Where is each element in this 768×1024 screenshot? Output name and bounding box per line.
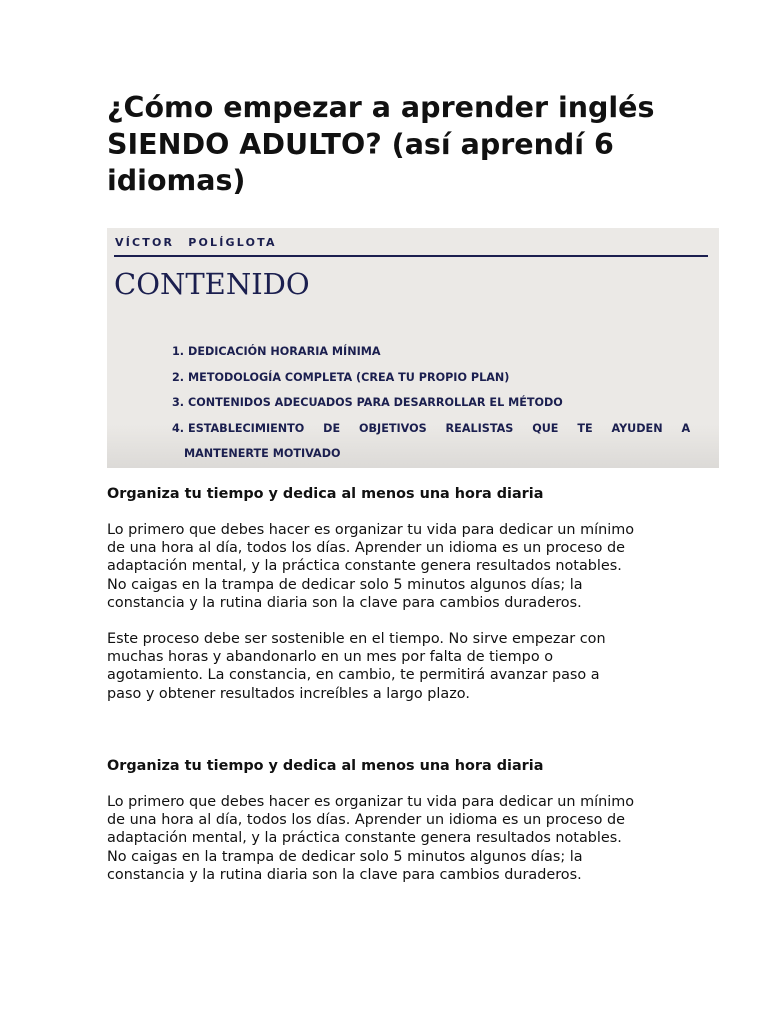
paragraph-line: No caigas en la trampa de dedicar solo 5 minutos algunos días; la [107,576,583,593]
paragraph-line: adaptación mental, y la práctica constante genera resultados notables. [107,558,622,575]
slide-item-text: CONTENIDOS ADECUADOS PARA DESARROLLAR EL MÉTODO [188,396,563,410]
paragraph-line: No caigas en la trampa de dedicar solo 5 minutos algunos días; la [107,848,583,865]
slide-item-text: METODOLOGÍA COMPLETA (CREA TU PROPIO PLAN) [188,370,510,384]
slide-contents-list [172,344,712,468]
slide-list-item [172,421,712,447]
paragraph-line: constancia y la rutina diaria son la clave para cambios duraderos. [107,866,582,883]
slide-item-number: 4. [172,421,185,435]
paragraph-line: constancia y la rutina diaria son la clave para cambios duraderos. [107,594,582,611]
slide-item-text: DEDICACIÓN HORARIA MÍNIMA [188,345,381,358]
paragraph-line: Este proceso debe ser sostenible en el tiempo. No sirve empezar con [107,631,606,647]
contents-slide-image [107,228,719,468]
paragraph [107,521,707,612]
paragraph [107,793,707,884]
paragraph-line: paso y obtener resultados increíbles a largo plazo. [107,685,470,702]
slide-list-item [172,344,712,370]
slide-item-text: MANTENERTE MOTIVADO [184,447,341,461]
slide-item-text: ESTABLECIMIENTO DE OBJETIVOS REALISTAS QUE TE AYUDEN A [188,421,691,435]
paragraph-line: de una hora al día, todos los días. Aprender un idioma es un proceso de [107,540,625,557]
section-heading: Organiza tu tiempo y dedica al menos una hora diaria [107,758,544,774]
slide-item-number: 2. [172,370,185,384]
page-title: ¿Cómo empezar a aprender inglés SIENDO ADULTO? (así aprendí 6 idiomas) [107,91,655,197]
slide-list-item [172,370,712,396]
slide-divider [114,255,708,257]
paragraph-line: de una hora al día, todos los días. Aprender un idioma es un proceso de [107,812,625,829]
slide-item-number: 1. [172,345,185,358]
slide-list-item-continuation [172,446,712,468]
slide-list-item [172,395,712,421]
paragraph-line: adaptación mental, y la práctica constante genera resultados notables. [107,830,622,847]
section-heading: Organiza tu tiempo y dedica al menos una hora diaria [107,486,544,502]
paragraph-line: agotamiento. La constancia, en cambio, te permitirá avanzar paso a [107,667,600,684]
slide-author: VÍCTOR POLÍGLOTA [115,236,277,249]
paragraph-line: Lo primero que debes hacer es organizar tu vida para dedicar un mínimo [107,522,635,538]
paragraph-line: muchas horas y abandonarlo en un mes por falta de tiempo o [107,649,553,666]
paragraph-line: Lo primero que debes hacer es organizar tu vida para dedicar un mínimo [107,794,635,810]
paragraph [107,630,707,703]
slide-item-number: 3. [172,396,185,410]
slide-heading: CONTENIDO [114,267,310,301]
